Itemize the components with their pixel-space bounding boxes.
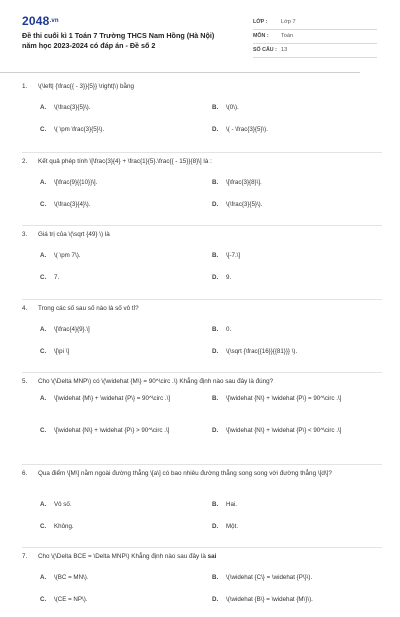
option-letter: C. <box>40 596 47 603</box>
question-stem <box>22 158 382 166</box>
question-stem <box>22 470 382 478</box>
question-text: Cho \(\Delta BCE = \Delta MNP\) Khẳng định nào sau đây là <box>38 553 208 560</box>
question-text: Giá trị của \(\sqrt {49} \) là <box>38 231 110 238</box>
option-letter: B. <box>212 395 219 402</box>
question-number: 1. <box>22 83 28 90</box>
exam-header <box>22 14 382 64</box>
option-letter: C. <box>40 274 47 281</box>
option-text: Không. <box>54 523 74 530</box>
question-text: Qua điểm \[M\] nằm ngoài đường thẳng \[a\] có bao nhiêu đường thẳng song song với đường thẳng \[d\]? <box>38 470 332 477</box>
option-text: \( - \frac{3}{5}\). <box>226 126 268 133</box>
option-d[interactable] <box>212 126 382 134</box>
option-letter: B. <box>212 501 219 508</box>
option-c[interactable] <box>40 596 210 604</box>
question-number: 5. <box>22 378 28 385</box>
option-text: \(BC = MN\). <box>54 574 89 581</box>
question-text: \(\left| {\frac{{ - 3}}{5}} \right|\) bằng <box>38 83 135 90</box>
question-text: Kết quả phép tính \[\frac{3}{4} + \frac{1}{5}.\frac{{ - 15}}{8}\] là : <box>38 158 212 165</box>
meta-key: MÔN : <box>253 33 269 40</box>
question-text-wrapper <box>38 553 382 561</box>
option-b[interactable] <box>212 395 372 403</box>
header-divider <box>0 72 360 73</box>
option-letter: D. <box>212 348 219 355</box>
option-text: \[\widehat {N\} + \widehat {P\} > 90^\circ .\] <box>54 427 170 434</box>
option-b[interactable] <box>212 574 382 582</box>
meta-value: Toán <box>281 32 294 39</box>
option-a[interactable] <box>40 252 210 260</box>
option-text: \(CE = NP\). <box>54 596 88 603</box>
option-text: \[\widehat {M\} + \widehat {P\} = 90^\circ .\] <box>54 395 171 402</box>
question-1 <box>22 78 382 152</box>
question-number: 3. <box>22 231 28 238</box>
option-letter: B. <box>212 574 219 581</box>
option-text: \(\sqrt {\frac{{16}}{{81}}} \). <box>226 348 298 355</box>
option-d[interactable] <box>212 596 382 604</box>
option-text: \( \pm \frac{3}{5}\). <box>54 126 105 133</box>
meta-key: LỚP : <box>253 19 268 26</box>
option-letter: B. <box>212 326 219 333</box>
option-letter: A. <box>40 574 47 581</box>
option-letter: C. <box>40 348 47 355</box>
option-letter: A. <box>40 252 47 259</box>
logo-suffix: .vn <box>49 17 59 24</box>
option-a[interactable] <box>40 326 210 334</box>
option-letter: B. <box>212 252 219 259</box>
option-text: \(\frac{3}{4}\). <box>54 201 91 208</box>
option-letter: C. <box>40 523 47 530</box>
question-6 <box>22 464 382 547</box>
option-c[interactable] <box>40 427 190 435</box>
option-text: \(0\). <box>226 104 239 111</box>
option-letter: A. <box>40 501 47 508</box>
question-stem <box>22 83 382 91</box>
option-text: 7. <box>54 274 60 281</box>
question-stem <box>22 231 382 239</box>
option-text: \[-7.\] <box>226 252 241 259</box>
question-number: 2. <box>22 158 28 165</box>
question-3 <box>22 225 382 299</box>
option-text: Một. <box>226 523 239 530</box>
option-text: \(\frac{3}{5}\). <box>226 201 263 208</box>
question-list <box>22 78 382 617</box>
option-letter: A. <box>40 179 47 186</box>
option-c[interactable] <box>40 348 210 356</box>
meta-value: Lớp 7 <box>281 18 296 25</box>
option-a[interactable] <box>40 574 210 582</box>
question-5 <box>22 372 382 464</box>
question-4 <box>22 299 382 372</box>
option-text: \(\frac{3}{5}\). <box>54 104 91 111</box>
question-number: 4. <box>22 305 28 312</box>
option-d[interactable] <box>212 274 382 282</box>
option-a[interactable] <box>40 395 190 403</box>
option-text: Hai. <box>226 501 238 508</box>
option-c[interactable] <box>40 126 210 134</box>
question-stem <box>22 305 382 313</box>
meta-row-subject <box>253 30 377 44</box>
option-b[interactable] <box>212 501 382 509</box>
option-letter: C. <box>40 201 47 208</box>
exam-meta-table <box>253 16 377 58</box>
option-text: \[\widehat {N\} + \widehat {P\} = 90^\circ .\] <box>226 395 342 402</box>
option-letter: D. <box>212 427 219 434</box>
option-letter: C. <box>40 126 47 133</box>
option-b[interactable] <box>212 179 382 187</box>
option-letter: D. <box>212 274 219 281</box>
option-letter: A. <box>40 104 47 111</box>
meta-value: 13 <box>281 46 288 53</box>
option-a[interactable] <box>40 501 210 509</box>
logo-text: 2048 <box>22 14 50 28</box>
meta-key: SỐ CÂU : <box>253 47 277 54</box>
option-text: 0. <box>226 326 232 333</box>
option-d[interactable] <box>212 201 382 209</box>
exam-title <box>22 31 254 50</box>
option-text: \[\frac{9}{{10}}\]. <box>54 179 98 186</box>
option-text: \(\widehat {C\} = \widehat {P\}\). <box>226 574 313 581</box>
option-b[interactable] <box>212 252 382 260</box>
option-a[interactable] <box>40 179 210 187</box>
question-number: 6. <box>22 470 28 477</box>
option-letter: D. <box>212 201 219 208</box>
question-text: Cho \(\Delta MNP\) có \(\widehat {M\} = 90^\circ .\) Khẳng định nào sau đây là đúng? <box>38 378 274 385</box>
option-text: \(\widehat {B\} = \widehat {M\}\). <box>226 596 313 603</box>
option-d[interactable] <box>212 523 382 531</box>
option-a[interactable] <box>40 104 210 112</box>
option-text: \[\pi \] <box>54 348 70 355</box>
option-text: \[\widehat {N\} + \widehat {P\} < 90^\circ .\] <box>226 427 342 434</box>
meta-row-class <box>253 16 377 30</box>
site-logo[interactable] <box>22 14 59 30</box>
exam-title-line-1: Đề thi cuối kì 1 Toán 7 Trường THCS Nam Hồng (Hà Nội) <box>22 31 215 40</box>
question-2 <box>22 152 382 225</box>
question-emphasis: sai <box>207 553 217 560</box>
option-c[interactable] <box>40 274 210 282</box>
option-letter: D. <box>212 523 219 530</box>
option-d[interactable] <box>212 427 372 435</box>
question-7 <box>22 547 382 617</box>
question-stem <box>22 378 382 386</box>
option-text: \( \pm 7\). <box>54 252 81 259</box>
option-text: \[\frac{3}{8}\]. <box>226 179 262 186</box>
question-number: 7. <box>22 553 28 560</box>
option-c[interactable] <box>40 201 210 209</box>
option-letter: D. <box>212 596 219 603</box>
option-letter: A. <box>40 326 47 333</box>
question-text: Trong các số sau số nào là số vô tỉ? <box>38 305 139 312</box>
option-text: \[\frac{4}{9}.\] <box>54 326 90 333</box>
option-letter: C. <box>40 427 47 434</box>
option-letter: A. <box>40 395 47 402</box>
option-letter: B. <box>212 104 219 111</box>
option-c[interactable] <box>40 523 210 531</box>
option-letter: B. <box>212 179 219 186</box>
option-b[interactable] <box>212 326 382 334</box>
option-b[interactable] <box>212 104 382 112</box>
option-text: 9. <box>226 274 232 281</box>
option-text: Vô số. <box>54 501 72 508</box>
exam-title-line-2: năm học 2023-2024 có đáp án - Đề số 2 <box>22 40 156 50</box>
meta-row-question-count <box>253 44 377 58</box>
option-d[interactable] <box>212 348 382 356</box>
option-letter: D. <box>212 126 219 133</box>
question-stem <box>22 553 382 561</box>
